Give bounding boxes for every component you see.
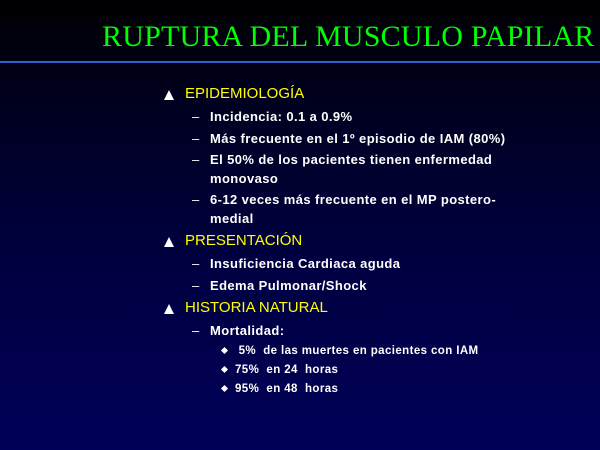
triangle-bullet-icon <box>164 90 174 100</box>
triangle-bullet-icon <box>164 304 174 314</box>
slide-title: RUPTURA DEL MUSCULO PAPILAR <box>102 20 595 53</box>
section-label: EPIDEMIOLOGÍA <box>185 85 305 102</box>
section-label: PRESENTACIÓN <box>185 232 303 249</box>
section-label: HISTORIA NATURAL <box>185 299 328 316</box>
diamond-bullet-icon <box>221 385 228 392</box>
triangle-bullet-icon <box>164 237 174 247</box>
slide-body: EPIDEMIOLOGÍA – Incidencia: 0.1 a 0.9% – Más frecuente en el 1º episodio de IAM (80%) – El 50% de los pacientes tienen enfermedad monovaso – 6-12 veces más frecuente en el MP postero-medial PRESENTACIÓN – Insuficiencia Cardiaca aguda – Edema Pulmonar/Shock HISTORIA NATURAL – Mortalidad: 5% de las muertes en pacientes con IAM 75% en 24 horas 95% en 48 horas <box>0 0 600 450</box>
diamond-bullet-icon <box>221 347 228 354</box>
diamond-bullet-icon <box>221 366 228 373</box>
